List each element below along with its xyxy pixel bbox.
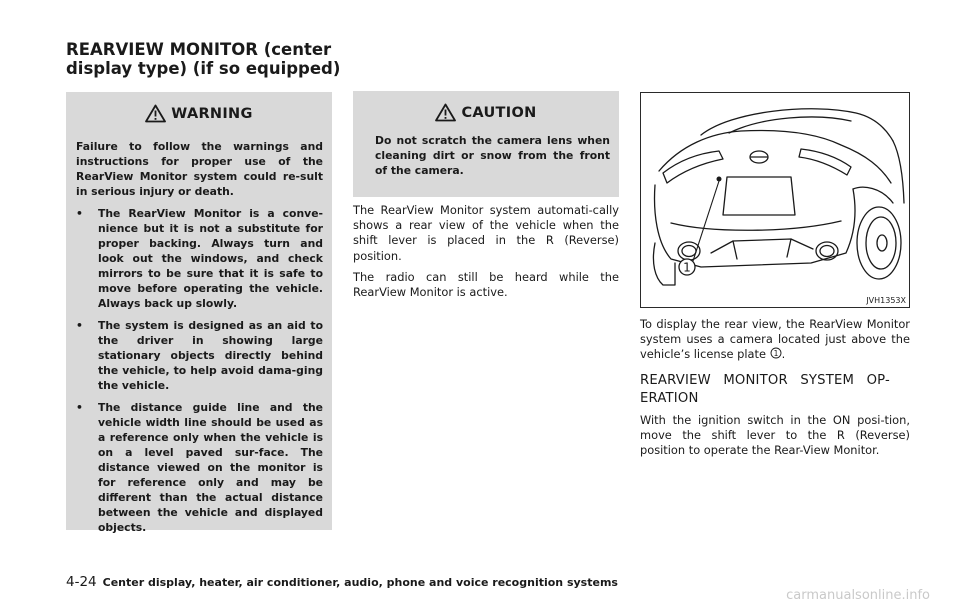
right-column <box>640 317 910 458</box>
circled-number-icon <box>679 259 695 275</box>
warning-bullet <box>76 318 323 393</box>
warning-heading-label: WARNING <box>171 105 253 122</box>
warning-triangle-icon <box>145 104 166 123</box>
warning-intro: Failure to follow the warnings and instructions for proper use of the RearView Monitor system could re-sult in serious injury or death. <box>76 140 323 198</box>
middle-paragraph-2: The radio can still be heard while the RearView Monitor is active. <box>353 269 619 300</box>
page-title-line2: display type) (if so equipped) <box>66 59 341 78</box>
warning-bullet-text: The system is designed as an aid to the driver in showing large stationary objects directly behind the vehicle, to help avoid dama-ging the vehicle. <box>98 319 323 392</box>
caution-heading <box>353 103 619 122</box>
page-title <box>66 40 340 78</box>
caution-box <box>353 91 619 197</box>
right-paragraph-1-text: To display the rear view, the RearView Monitor system uses a camera located just above the vehicle’s license plate <box>640 317 910 362</box>
figure-code: JVH1353X <box>866 296 906 305</box>
vehicle-rear-figure <box>640 92 910 308</box>
middle-column <box>353 203 619 300</box>
warning-bullet <box>76 400 323 535</box>
section-heading: REARVIEW MONITOR SYSTEM OP-ERATION <box>640 372 890 406</box>
warning-box <box>66 92 332 534</box>
warning-heading <box>66 104 332 123</box>
inline-callout-number: 1 <box>773 349 778 359</box>
footer-text: Center display, heater, air conditioner, audio, phone and voice recognition systems <box>102 576 618 589</box>
right-paragraph-1 <box>640 317 910 363</box>
vehicle-rear-illustration <box>641 93 909 307</box>
right-paragraph-2: With the ignition switch in the ON posi-tion, move the shift lever to the R (Reverse) position to operate the Rear-View Monitor. <box>640 412 910 458</box>
figure-callout-number: 1 <box>683 260 691 275</box>
bullet-dot: • <box>76 207 83 220</box>
warning-bullet-text: The RearView Monitor is a conve-nience but it is not a substitute for proper backing. Always turn and look out the windows, and check mirrors to be sure that it is safe to move before operating the vehicle. Always back up slowly. <box>98 207 323 310</box>
page-title-line1: REARVIEW MONITOR (center <box>66 40 332 59</box>
warning-triangle-icon <box>435 103 456 122</box>
warning-content <box>76 139 323 535</box>
right-paragraph-1-end: . <box>781 347 786 362</box>
middle-paragraph-1: The RearView Monitor system automati-cally shows a rear view of the vehicle when the shift lever is placed in the R (Reverse) position. <box>353 203 619 263</box>
bullet-dot: • <box>76 319 83 332</box>
warning-bullet <box>76 206 323 311</box>
circled-number-icon <box>770 347 782 359</box>
watermark: carmanualsonline.info <box>786 588 930 603</box>
warning-bullet-text: The distance guide line and the vehicle width line should be used as a reference only when the vehicle is on a level paved sur-face. The distance viewed on the monitor is for reference only and may be different than the actual distance between the vehicle and displayed objects. <box>98 401 323 534</box>
page-number: 4-24 <box>66 574 97 590</box>
caution-text: Do not scratch the camera lens when cleaning dirt or snow from the front of the camera. <box>375 134 610 177</box>
bullet-dot: • <box>76 401 83 414</box>
caution-heading-label: CAUTION <box>461 104 537 121</box>
